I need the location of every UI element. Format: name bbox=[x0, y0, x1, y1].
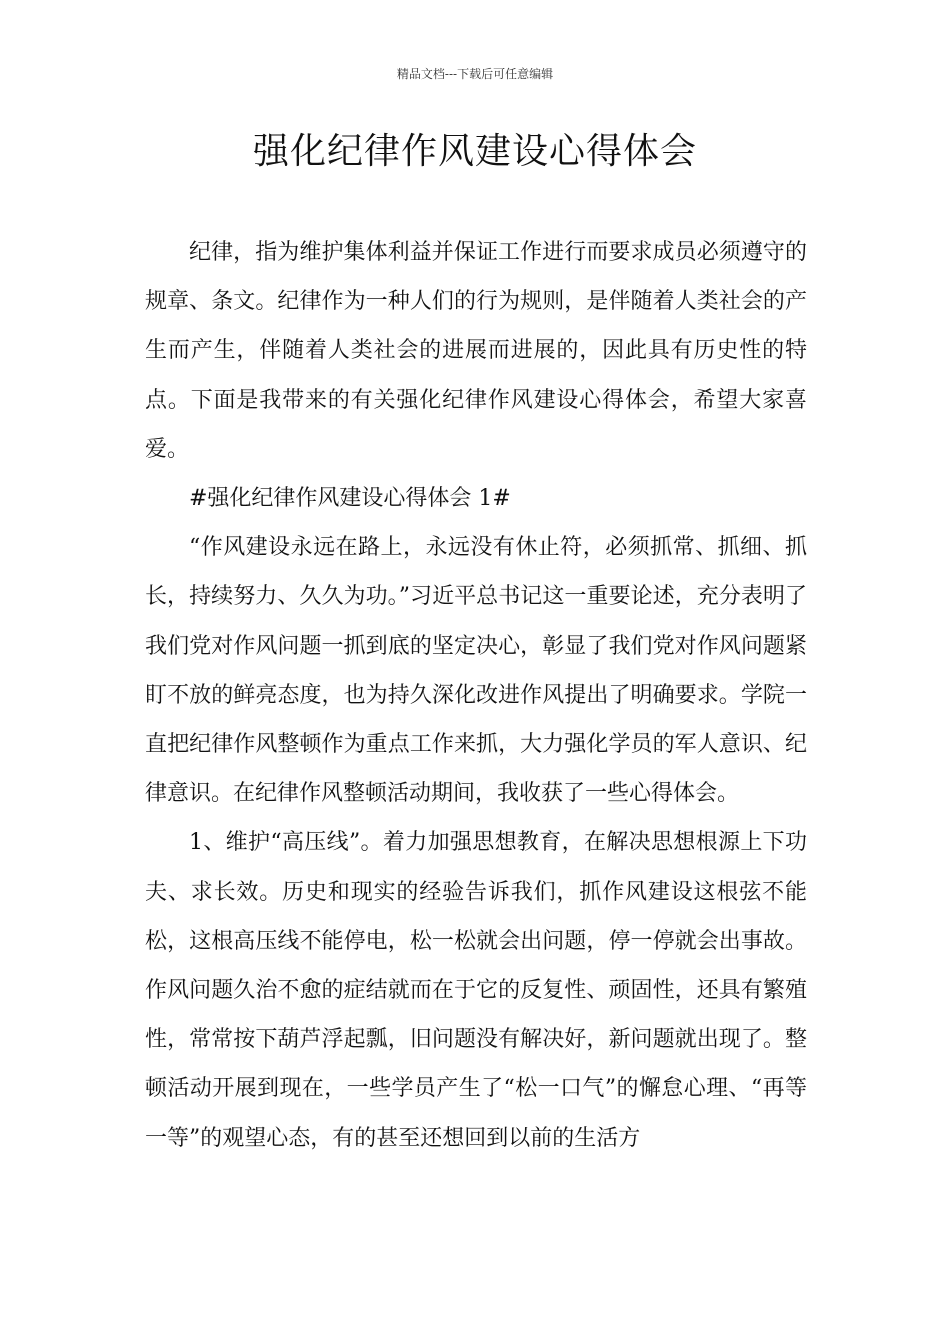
paragraph-section-heading: #强化纪律作风建设心得体会 1# bbox=[189, 486, 511, 512]
paragraph-quote: “作风建设永远在路上，永远没有休止符，必须抓常、抓细、抓长，持续努力、久久为功。”习近平总书记这一重要论述，充分表明了我们党对作风问题一抓到底的坚定决心，彰显了我们党对作风问题紧盯不放的鲜亮态度，也为持久深化改进作风提出了明确要求。学院一直把纪律作风整顿作为重点工作来抓，大力强化学员的军人意识、纪律意识。在纪律作风整顿活动期间，我收获了一些心得体会。 bbox=[145, 535, 807, 807]
paragraph-point-1: 1、维护“高压线”。着力加强思想教育，在解决思想根源上下功夫、求长效。历史和现实的经验告诉我们，抓作风建设这根弦不能松，这根高压线不能停电，松一松就会出问题，停一停就会出事故。作风问题久治不愈的症结就而在于它的反复性、顽固性，还具有繁殖性，常常按下葫芦浮起瓢，旧问题没有解决好，新问题就出现了。整顿活动开展到现在，一些学员产生了“松一口气”的懈怠心理、“再等一等”的观望心态，有的甚至还想回到以前的生活方 bbox=[145, 830, 807, 1151]
document-title: 强化纪律作风建设心得体会 bbox=[252, 131, 697, 172]
paragraph-intro: 纪律，指为维护集体利益并保证工作进行而要求成员必须遵守的规章、条文。纪律作为一种人们的行为规则，是伴随着人类社会的产生而产生，伴随着人类社会的进展而进展的，因此具有历史性的特点。下面是我带来的有关强化纪律作风建设心得体会，希望大家喜爱。 bbox=[145, 240, 807, 462]
header-note: 精品文档---下载后可任意编辑 bbox=[396, 67, 554, 81]
document-body bbox=[145, 228, 807, 1163]
